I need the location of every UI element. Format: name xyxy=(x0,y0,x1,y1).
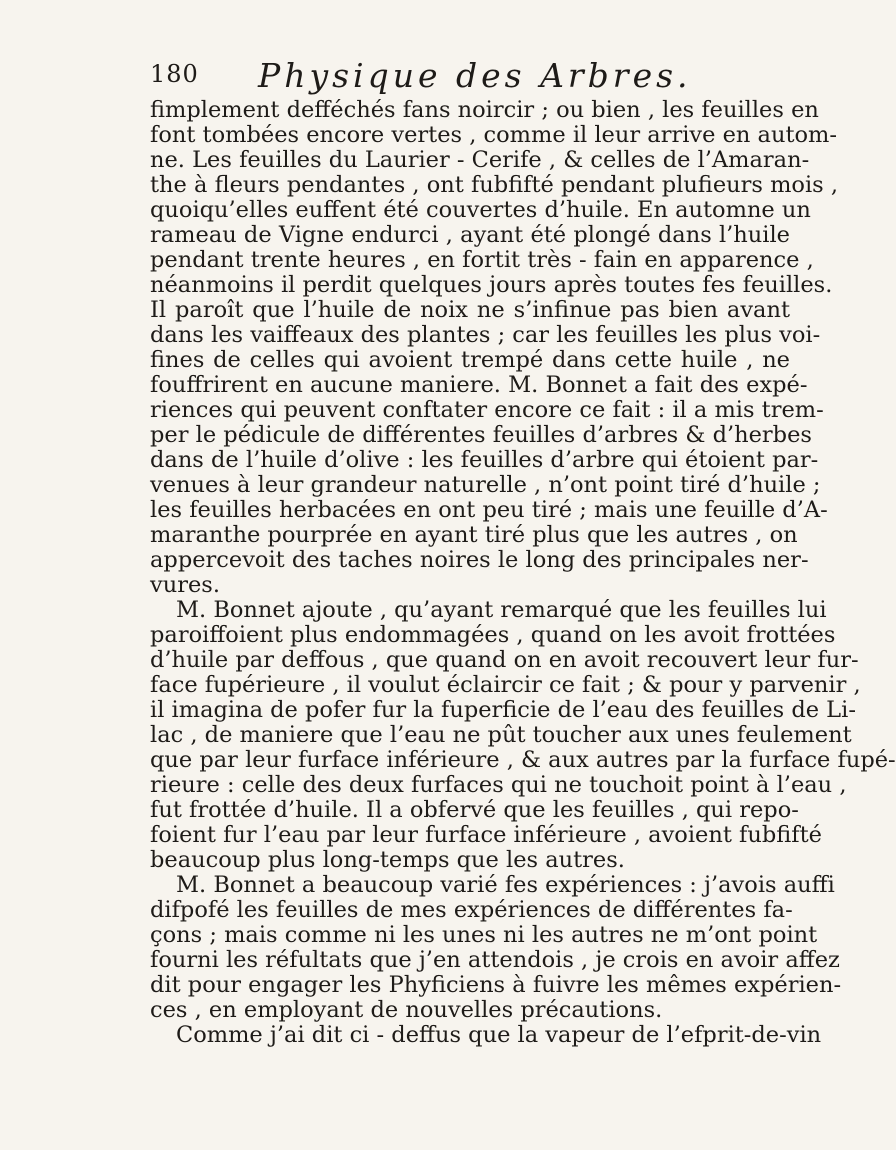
paragraph-3 xyxy=(150,872,842,1023)
text-line: appercevoit des taches noires le long des principales ner- xyxy=(150,547,809,573)
text-line: M. Bonnet a beaucoup varié fes expériences : j’avois auffi xyxy=(176,872,835,898)
text-line: M. Bonnet ajoute , qu’ayant remarqué que les feuilles lui xyxy=(176,597,827,623)
text-line: pendant trente heures , en fortit très - fain en apparence , xyxy=(150,247,814,273)
text-line: fut frottée d’huile. Il a obfervé que les feuilles , qui repo- xyxy=(150,797,799,823)
text-line: fimplement defféchés fans noircir ; ou bien , les feuilles en xyxy=(150,97,819,123)
text-line: d’huile par deffous , que quand on en avoit recouvert leur fur- xyxy=(150,647,859,673)
text-line: ne. Les feuilles du Laurier - Cerife , & celles de l’Amaran- xyxy=(150,147,810,173)
text-line: ces , en employant de nouvelles précautions. xyxy=(150,997,663,1023)
text-line: que par leur furface inférieure , & aux autres par la furface fupé- xyxy=(150,747,896,773)
page-number: 180 xyxy=(150,60,199,88)
text-line: foient fur l’eau par leur furface inférieure , avoient fubfifté xyxy=(150,822,822,848)
text-line: face fupérieure , il voulut éclaircir ce fait ; & pour y parvenir , xyxy=(150,672,861,698)
running-head: Physique des Arbres. xyxy=(258,56,692,95)
body-text xyxy=(150,97,896,1048)
text-line: il imagina de pofer fur la fuperficie de l’eau des feuilles de Li- xyxy=(150,697,856,723)
text-line: rameau de Vigne endurci , ayant été plongé dans l’huile xyxy=(150,222,790,248)
text-line: fouffrirent en aucune maniere. M. Bonnet a fait des expé- xyxy=(150,372,808,398)
text-line: Comme j’ai dit ci - deffus que la vapeur de l’efprit-de-vin xyxy=(176,1022,822,1048)
text-line: lac , de maniere que l’eau ne pût toucher aux unes feulement xyxy=(150,722,852,748)
text-line: çons ; mais comme ni les unes ni les autres ne m’ont point xyxy=(150,922,818,948)
text-line: riences qui peuvent conftater encore ce fait : il a mis trem- xyxy=(150,397,824,423)
text-line: néanmoins il perdit quelques jours après toutes fes feuilles. xyxy=(150,272,833,298)
text-line: rieure : celle des deux furfaces qui ne touchoit point à l’eau , xyxy=(150,772,847,798)
text-line: vures. xyxy=(150,572,220,598)
text-line: maranthe pourprée en ayant tiré plus que les autres , on xyxy=(150,522,798,548)
text-line: dit pour engager les Phyficiens à fuivre les mêmes expérien- xyxy=(150,972,842,998)
text-line: difpofé les feuilles de mes expériences de différentes fa- xyxy=(150,897,793,923)
paragraph-2 xyxy=(150,597,896,873)
text-line: paroiffoient plus endommagées , quand on les avoit frottées xyxy=(150,622,836,648)
text-line: font tombées encore vertes , comme il leur arrive en autom- xyxy=(150,122,837,148)
text-line: per le pédicule de différentes feuilles d’arbres & d’herbes xyxy=(150,422,812,448)
page-header xyxy=(150,56,790,96)
text-line: dans de l’huile d’olive : les feuilles d’arbre qui étoient par- xyxy=(150,447,819,473)
text-line: fines de celles qui avoient trempé dans cette huile , ne xyxy=(150,347,790,373)
text-line: les feuilles herbacées en ont peu tiré ; mais une feuille d’A- xyxy=(150,497,828,523)
text-line: beaucoup plus long-temps que les autres. xyxy=(150,847,625,873)
text-line: dans les vaiffeaux des plantes ; car les feuilles les plus voi- xyxy=(150,322,821,348)
text-line: quoiqu’elles euffent été couvertes d’huile. En automne un xyxy=(150,197,811,223)
text-line: venues à leur grandeur naturelle , n’ont point tiré d’huile ; xyxy=(150,472,821,498)
text-line: the à fleurs pendantes , ont fubfifté pendant plufieurs mois , xyxy=(150,172,839,198)
paragraph-1 xyxy=(150,97,839,598)
text-line: Il paroît que l’huile de noix ne s’infinue pas bien avant xyxy=(150,297,790,323)
paragraph-4 xyxy=(150,1022,822,1048)
text-line: fourni les réfultats que j’en attendois , je crois en avoir affez xyxy=(150,947,840,973)
